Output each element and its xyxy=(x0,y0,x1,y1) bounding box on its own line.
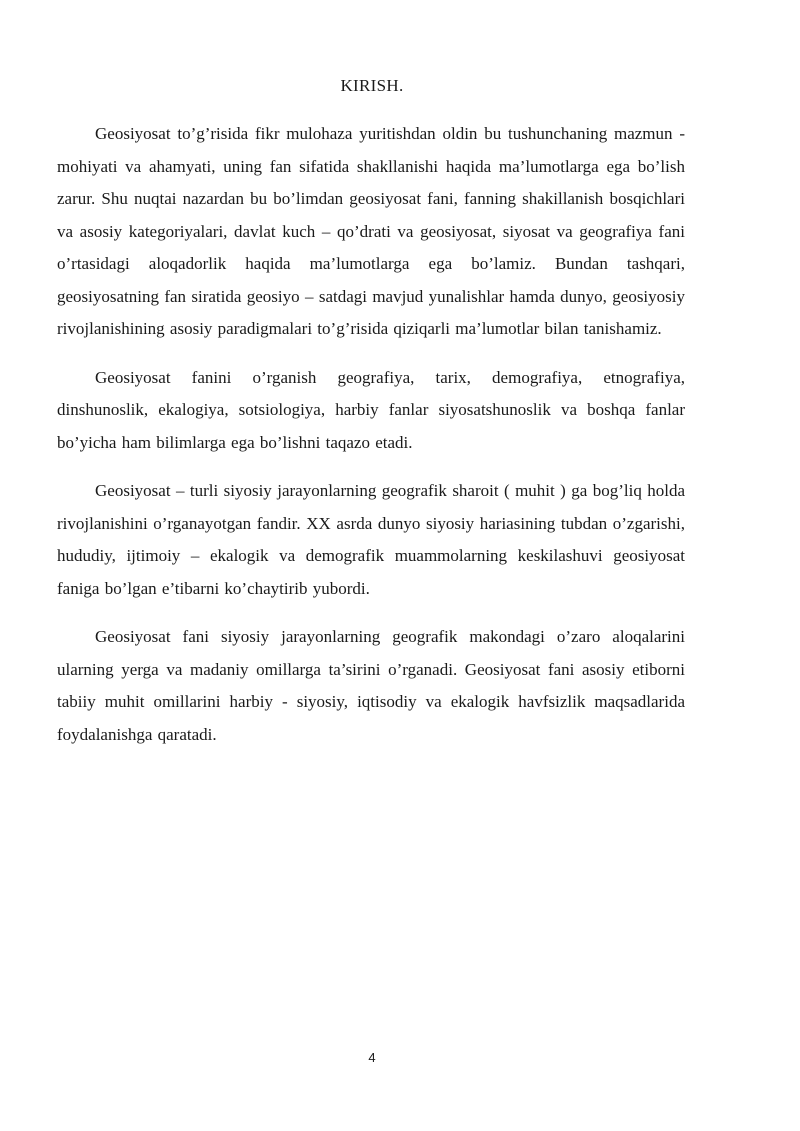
paragraph-intro: Geosiyosat to’g’risida fikr mulohaza yuritishdan oldin bu tushunchaning mazmun - mohiyati va ahamyati, uning fan sifatida shakllanishi haqida ma’lumotlarga ega bo’lish zarur. Shu nuqtai nazardan bu bo’limdan geosiyosat fani, fanning shakillanish bosqichlari va asosiy kategoriyalari, davlat kuch – qo’drati va geosiyosat, siyosat va geografiya fani o’rtasidagi aloqadorlik haqida ma’lumotlarga ega bo’lamiz. Bundan tashqari, geosiyosatning fan siratida geosiyo – satdagi mavjud yunalishlar hamda dunyo, geosiyosiy rivojlanishining asosiy paradigmalari to’g’risida qiziqarli ma’lumotlar bilan tanishamiz. xyxy=(57,124,685,338)
document-body xyxy=(57,118,685,767)
paragraph-definition: Geosiyosat – turli siyosiy jarayonlarning geografik sharoit ( muhit ) ga bog’liq holda rivojlanishini o’rganayotgan fandir. XX asrda dunyo siyosiy hariasining tubdan o’zgarishi, hududiy, ijtimoiy – ekalogik va demografik muammolarning keskilashuvi geosiyosat faniga bo’lgan e’tibarni ko’chaytirib yubordi. xyxy=(57,481,685,598)
page-number: 4 xyxy=(368,1050,376,1065)
page-title: KIRISH. xyxy=(340,76,404,95)
paragraph-disciplines: Geosiyosat fanini o’rganish geografiya, tarix, demografiya, etnografiya, dinshunoslik, ekalogiya, sotsiologiya, harbiy fanlar siyosatshunoslik va boshqa fanlar bo’yicha ham bilimlarga ega bo’lishni taqazo etadi. xyxy=(57,367,685,452)
paragraph-focus: Geosiyosat fani siyosiy jarayonlarning geografik makondagi o’zaro aloqalarini ularning yerga va madaniy omillarga ta’sirini o’rganadi. Geosiyosat fani asosiy etiborni tabiiy muhit omillarini harbiy - siyosiy, iqtisodiy va ekalogik havfsizlik maqsadlarida foydalanishga qaratadi. xyxy=(57,627,685,744)
